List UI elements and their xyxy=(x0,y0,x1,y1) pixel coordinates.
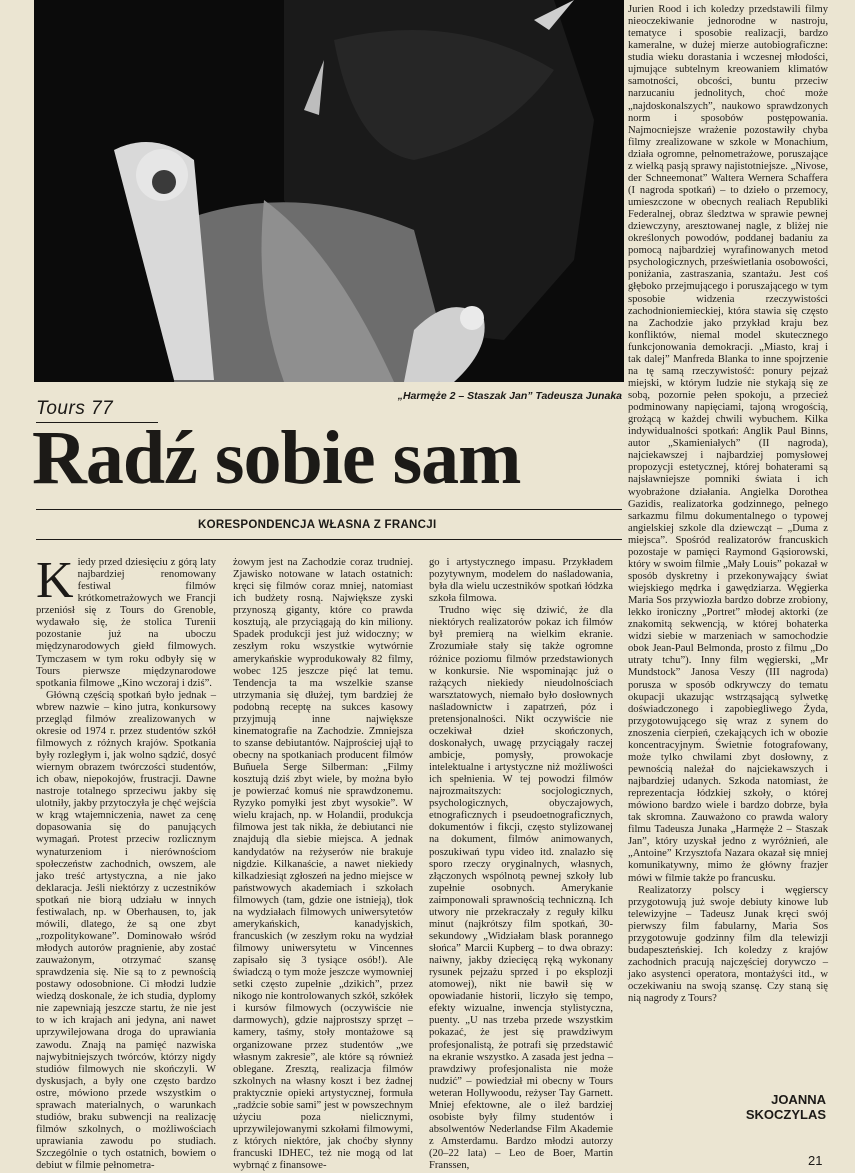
paragraph: go i artystycznego impasu. Przykładem pozytywnym, modelem do naśladowania, była dla wielu uczestników spotkań łódzka szkoła filmowa. xyxy=(429,557,613,605)
paragraph: Jurien Rood i ich koledzy przedstawili filmy nieoczekiwanie jednorodne w nastroju, tematyce i sposobie realizacji, bardzo kameralne, w dużej mierze autobiograficzne: studia wieku dorastania i wczesnej młodości, ujmujące subtelnym kreowaniem klimatów samotności, obcości, buntu przeciw narzucaniu jednolitych, choć może „najdoskonalszych”, naukowo sprawdzonych norm i sposobów postępowania. Najmocniejsze wrażenie pozostawiły chyba filmy zrealizowane w szkole w Monachium, działa ogromne, pełnometrażowe, poruszające z wielką pasją sprawy najistotniejsze. „Nivose, der Schneemonat” Waltera Wernera Schaffera (I nagroda spotkań) – to dzieło o przemocy, umieszczone w obecnych realiach Republiki Federalnej, obraz śledztwa w sprawie pewnej dziewczyny, aresztowanej nagle, z bliżej nie określonych powodów, poddanej badaniu za pomocą najbardziej wyrafinowanych metod psychologicznych, prześwietlania osobowości, poniżania, zastraszania, szantażu. Jest coś głęboko przejmującego i poruszającego w tym sposobie widzenia rzeczywistości zachodnioniemieckiej, która stawia się często na Zachodzie jako przykład kraju bez konfliktów, niemal model skutecznego funkcjonowania demokracji. „Miasto, kraj i tak dalej” Manfreda Blanka to inne spojrzenie na tę samą rzeczywistość: ponury pejzaż miejski, w którym ludzie nie stykają się ze sobą, pozornie pełen spokoju, a przecież podminowany napięciami, tajoną wrogością, grożącą w każdej chwili wybuchem. Kilka indywidualności spotkań: Anglik Paul Binns, autor „Skamieniałych” (II nagroda), najciekawszej i najbardziej pomysłowej propozycji estetycznej, której bohaterami są najsławniejsze pomniki świata i ich wyobrażone działania. Angielka Dorothea Gazidis, realizatorka godzinnego, pełnego sarkazmu filmu dokumentalnego o typowej angielskiej szkole dla dziewcząt – „Duma z miejsca”. Spośród realizatorów francuskich pozostaje w pamięci Raymond Gąsiorowski, który w swoim filmie „Mały Louis” pokazał w sposób dyskretny i przekonywający świat wiejskiego mędrka i gawędziarza. Węgierka Maria Sos przywiozła bardzo dobrze zrobiony, lekko ironiczny „Portret” młodej aktorki (ze znakomitą sekwencją, w której bohaterka widzi siebie w marzeniach w samochodzie obok Jean-Paul Belmonda, prosto z filmu „Do utraty tchu”). Inny film węgierski, „Mr Mundstock” Janosa Veszy (III nagroda) porusza w sposób odkrywczy do tematu okupacji ukazując wstrząsającą sylwetkę doświadczonego i zapobiegliwego Żyda, przygotowującego się wraz z synem do znoszenia cierpień, czekających ich w obozie koncentracyjnym. Świetnie fotografowany, może tylko chwilami zbyt dosłowny, z pewnością należał do najciekawszych i najbardziej udanych. Szkoda natomiast, że reprezentacja łódzkiej szkoły, o której mówiono bardzo wiele i bardzo dobrze, była tak skromna. Zauważono co prawda walory filmu Tadeusza Junaka „Harmęże 2 – Staszak Jan”, który uzyskał jedno z wyróżnień, ale „Antoine” Krzysztofa Nazara okazał się mniej komunikatywny, mimo że główny frazjer mówi w filmie także po francusku. xyxy=(628,4,828,884)
article-column-2 xyxy=(233,557,413,1172)
author-byline xyxy=(700,1093,826,1123)
article-column-1 xyxy=(36,552,216,1172)
paragraph: Główną częścią spotkań było jednak – wbrew nazwie – kino jutra, konkursowy przegląd filmów zrealizowanych w okresie od 1974 r. przez studentów szkół filmowych z różnych krajów. Spotkania były rozległym i, jak wolno sądzić, dosyć wiernym obrazem twórczości studentów, ich obaw, niepokojów, frustracji. Dawne nastroje totalnego sprzeciwu jakby się ulotniły, jakby przytoczyła je chęć wejścia w krąg wtajemniczenia, nawet za cenę dopasowania się do panujących wymagań. Protest przeciw rozlicznym wynaturzeniom i nierównościom społeczeństw zachodnich, owszem, ale jako treść artystyczna, a nie jako deklaracja. Jeśli niektórzy z uczestników spotkań nie biorą udziału w innych festiwalach, np. w Oberhausen, to, jak mówili, dlatego, że są one zbyt „rozpolitykowane”. Dominowało wśród młodych autorów pragnienie, aby zostać zauważonym, otrzymać szansę sprawdzenia się. Nie są to z pewnością postawy odosobnione. Ci młodzi ludzie wiedzą doskonale, że ich studia, dyplomy nie zapewniają jeszcze startu, że nie jest to w ich krajach ani jedyna, ani nawet uprzywilejowana droga do uprawiania zawodu. Znają na pamięć nazwiska najwybitniejszych twórców, którzy nigdy studiów filmowych nie skończyli. W dyskusjach, a były one często bardzo ostre, mówiono przede wszystkim o sprawach materialnych, o warunkach studiów, braku subwencji na realizację filmów szkolnych, o możliwościach uprawiania zawodu po studiach. Szczególnie o tych ostatnich, bowiem o debiut w filmie pełnometra- xyxy=(36,689,216,1172)
article-column-3 xyxy=(429,557,613,1172)
photo-caption: „Harmęże 2 – Staszak Jan” Tadeusza Junaka xyxy=(397,390,622,402)
paragraph: Realizatorzy polscy i węgierscy przygotowują już swoje debiuty kinowe lub telewizyjne – Tadeusz Junak kręci swój pierwszy film fabularny, Maria Sos przygotowuje godzinny film dla telewizji budapeszteńskiej. Ich koledzy z krajów zachodnich pracują najczęściej dorywczo – jako asystenci operatora, montażyści itd., w oczekiwaniu na swoją szansę. Czy staną się nią nagrody z Tours? xyxy=(628,884,828,1005)
paragraph: iedy przed dziesięciu z górą laty najbardziej renomowany festiwal filmów krótkometrażowych we Francji przeniósł się z Tours do Grenoble, wydawało się, że stolica Turenii pozostanie już na uboczu międzynarodowych giełd filmowych. Tymczasem w tym roku odbyły się w Tours pierwsze międzynarodowe spotkania filmowe „Kino wczoraj i dziś”. xyxy=(36,557,216,689)
author-first-name: JOANNA xyxy=(771,1092,826,1107)
rule-bottom xyxy=(36,539,622,540)
rule-top xyxy=(36,509,622,510)
paragraph: żowym jest na Zachodzie coraz trudniej. Zjawisko notowane w latach ostatnich: kręci się filmów coraz mniej, natomiast ich budżety rosną. Największe zyski przynoszą giganty, które co prawda kosztują, ale przyciągają do kin miliony. Spadek produkcji jest już widoczny; w zeszłym roku wszystkie wytwórnie amerykańskie wyprodukowały 82 filmy, wobec 125 jeszcze pięć lat temu. Tendencja ta ma wszelkie szanse utrzymania się dłużej, tym bardziej że podobną receptę na sukces kasowy przyjmują inne największe kinematografie na Zachodzie. Zmniejsza to szanse debiutantów. Najprościej ujął to obecny na spotkaniach producent filmów Buñuela Serge Silberman: „Filmy kosztują dziś zbyt wiele, by można było je powierzać komuś nie sprawdzonemu. Ryzyko pomyłki jest zbyt wysokie”. W wielu krajach, np. w Holandii, produkcja filmowa jest tak nikła, że debiutanci nie znajdują dla siebie miejsca. A jednak kandydatów na reżyserów nie brakuje nigdzie. Kilkanaście, a nawet niekiedy kilkadziesiąt zgłoszeń na jedno miejsce w państwowych akademiach i szkołach filmowych (tam, gdzie one istnieją), tłok na wydziałach filmowych uniwersytetów amerykańskich, kanadyjskich, francuskich (w zeszłym roku na wydział filmowy uniwersytetu w Vincennes zapisało się 3 tysiące osób!). Ale świadczą o tym może jeszcze wymowniej setki często zupełnie „dzikich”, przez nikogo nie kontrolowanych szkół, szkółek i kursów filmowych (oczywiście nie darmowych), gdzie najprostszy sprzęt – kamery, taśmy, stoły montażowe są organizowane przez studentów „we własnym zakresie”, ale które są również oblegane. Zresztą, realizacja filmów szkolnych na własny koszt i bez żadnej praktycznie opieki artystycznej, formuła „radźcie sobie sami” jest w powszechnym użyciu poza nielicznymi, uprzywilejowanymi szkołami filmowymi, z których niektóre, jak choćby słynny francuski IDHEC, też nie mogą od lat wybrnąć z finansowe- xyxy=(233,557,413,1172)
author-last-name: SKOCZYLAS xyxy=(745,1106,826,1122)
page-number: 21 xyxy=(808,1153,823,1168)
article-photo xyxy=(34,0,624,382)
headline: Radź sobie sam xyxy=(32,416,521,500)
article-column-4 xyxy=(628,4,828,1054)
dateline: KORESPONDENCJA WŁASNA Z FRANCJI xyxy=(198,519,437,531)
section-label: Tours 77 xyxy=(36,398,114,419)
drop-cap: K xyxy=(36,552,74,609)
paragraph: Trudno więc się dziwić, że dla niektórych realizatorów pokaz ich filmów był premierą na wielkim ekranie. Zrozumiałe stały się także ogromne różnice poziomu filmów przedstawionych w konkursie. Nie wspominając już o rażących niekiedy nieudolnościach warsztatowych, niemało było dosłownych naśladownictw i zapatrzeń, póz i pretensjonalności. Nikt oczywiście nie oczekiwał dzieł skończonych, doskonałych, uwagę przyciągały raczej ambicje, pomysły, prowokacje intelektualne i artystyczne niż możliwości ich spełnienia. W tej powodzi filmów najrozmaitszych: socjologicznych, psychologicznych, obyczajowych, etnograficznych i pseudoetnograficznych, dokumentów i fikcji, często stylizowanej na dokument, filmów animowanych, poszukiwań typu video itd. znalazło się sporo rzeczy oryginalnych, własnych, złączonych wspólnotą pewnej szkoły lub zupełnie osobnych. Amerykanie zaimponowali sprawnością techniczną. Ich utwory nie przekraczały z reguły kilku minut (najkrótszy film spotkań, 30-sekundowy „Widziałam blask porannego słońca” Marcii Kupberg – to dwa obrazy: naiwny, jakby dziecięcą ręką wykonany rysunek pejzażu sprzed i po eksplozji atomowej), nikt nie bawił się w opowiadanie historii, liczyło się tempo, efekty wizualne, inwencja stylistyczna, puenty. „U nas trzeba przede wszystkim pokazać, że jest się prawdziwym profesjonalistą, że potrafi się przedstawić na ekranie wszystko. A zasada jest jedna – prawdziwy profesjonalista nie może nudzić” – powiedział mi obecny w Tours weteran Hollywoodu, reżyser Tay Garnett. Mniej efektowne, ale o ileż bardziej osobiste były filmy studentów i absolwentów Nederlandse Film Akademie z Amsterdamu. Bardzo młodzi autorzy (20–22 lata) – Leo de Boer, Martin Franssen, xyxy=(429,605,613,1172)
